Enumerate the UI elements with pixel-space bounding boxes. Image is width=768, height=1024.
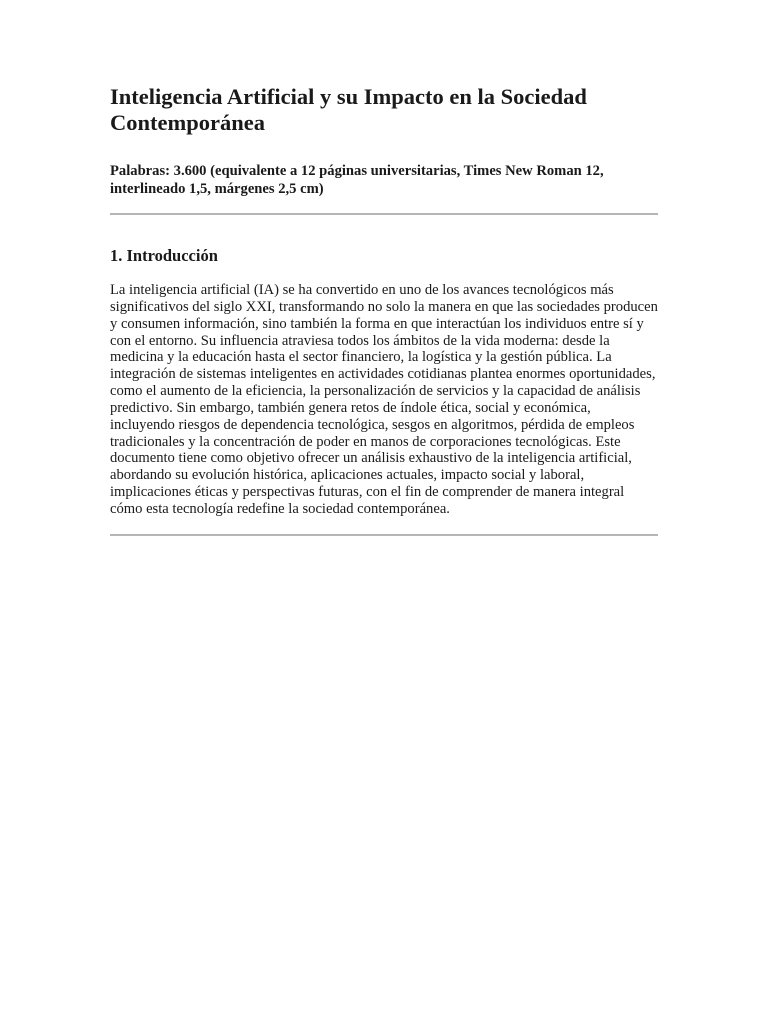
document-meta: Palabras: 3.600 (equivalente a 12 páginas universitarias, Times New Roman 12, interlineado 1,5, márgenes 2,5 cm) [110, 163, 604, 197]
section-heading-introduccion: 1. Introducción [110, 246, 218, 265]
section-paragraph-introduccion: La inteligencia artificial (IA) se ha convertido en uno de los avances tecnológicos más significativos del siglo XXI, transformando no solo la manera en que las sociedades producen y consumen información, sino también la forma en que interactúan los individuos entre sí y con el entorno. Su influencia atraviesa todos los ámbitos de la vida moderna: desde la medicina y la educación hasta el sector financiero, la logística y la gestión pública. La integración de sistemas inteligentes en actividades cotidianas plantea enormes oportunidades, como el aumento de la eficiencia, la personalización de servicios y la capacidad de análisis predictivo. Sin embargo, también genera retos de índole ética, social y económica, incluyendo riesgos de dependencia tecnológica, sesgos en algoritmos, pérdida de empleos tradicionales y la concentración de poder en manos de corporaciones tecnológicas. Este documento tiene como objetivo ofrecer un análisis exhaustivo de la inteligencia artificial, abordando su evolución histórica, aplicaciones actuales, impacto social y laboral, implicaciones éticas y perspectivas futuras, con el fin de comprender de manera integral cómo esta tecnología redefine la sociedad contemporánea. [110, 282, 658, 517]
document-page [110, 84, 658, 536]
document-title: Inteligencia Artificial y su Impacto en la Sociedad Contemporánea [110, 84, 587, 135]
section-divider [110, 213, 658, 215]
section-divider [110, 534, 658, 536]
